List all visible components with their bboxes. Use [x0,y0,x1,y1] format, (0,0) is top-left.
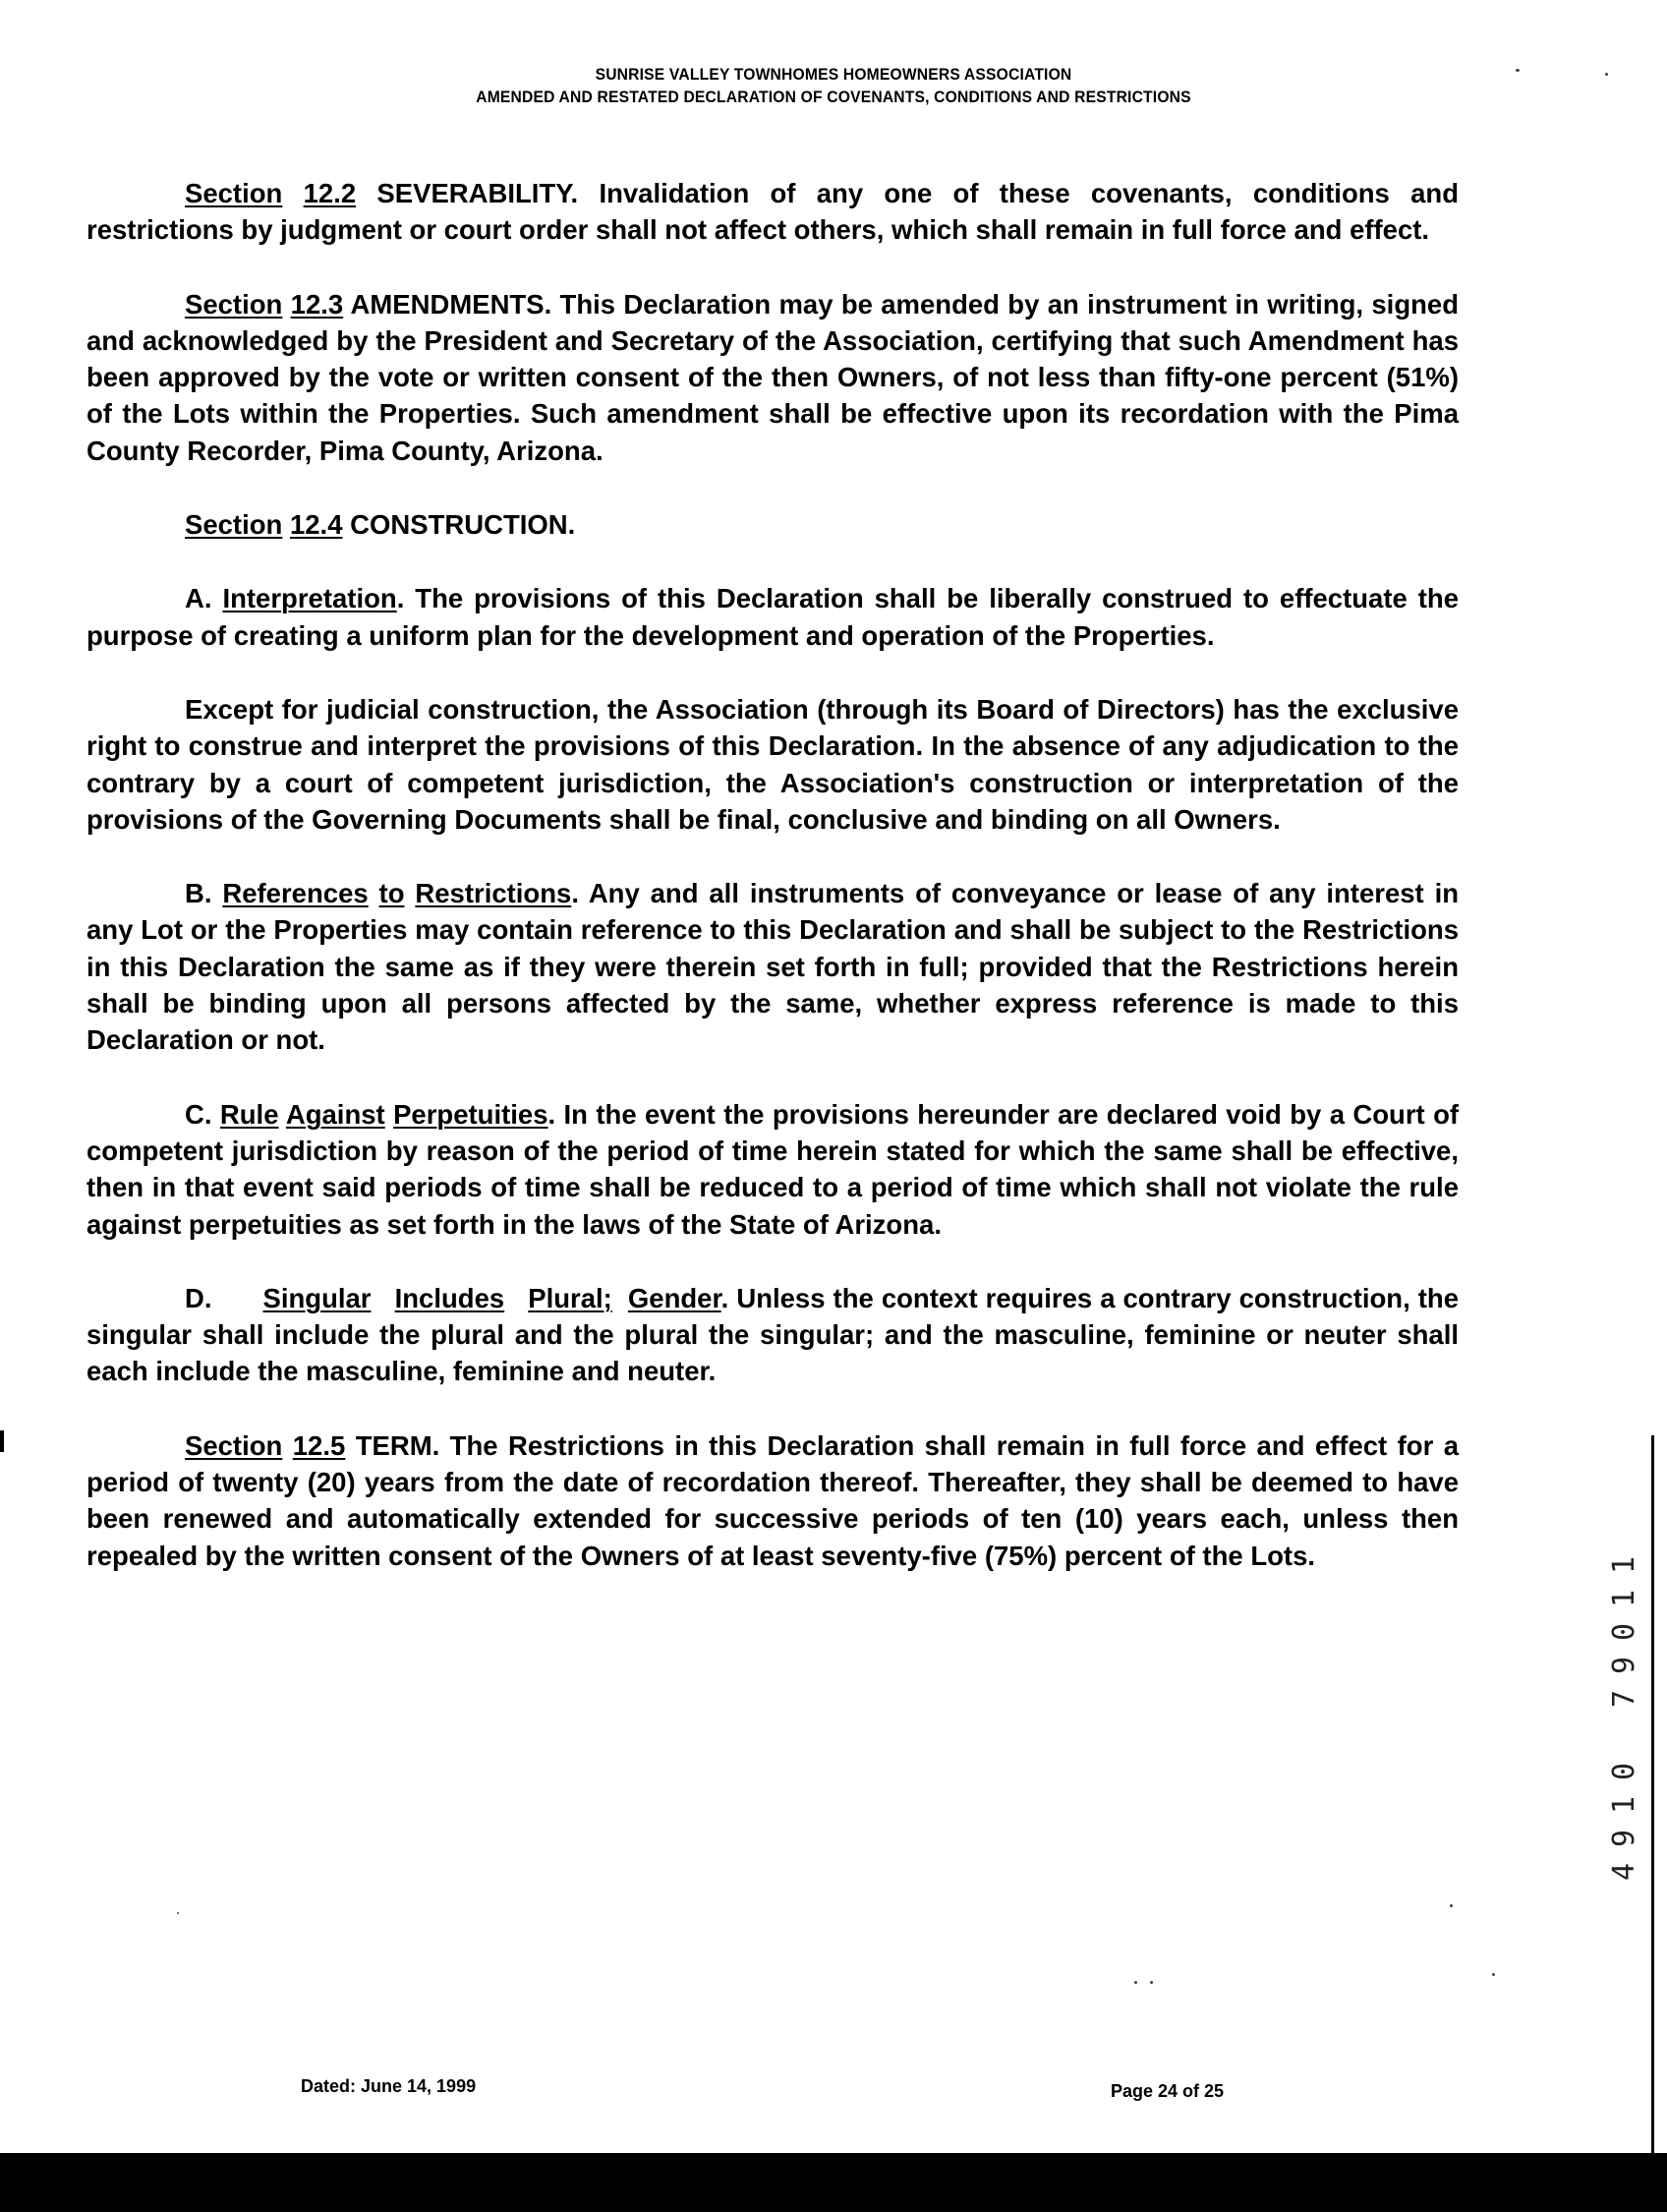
scan-speck [1516,69,1520,72]
subsection-letter: B. [185,878,223,909]
subsection-letter: D. [185,1282,212,1313]
stamp-digit: 9 [1607,1829,1641,1848]
stamp-digit: 1 [1607,1589,1641,1608]
scan-speck [1605,73,1608,76]
subsection-b-references [86,875,1459,1058]
scan-edge-line [1651,1435,1654,2153]
section-label: Section [185,509,283,541]
subsection-c-perpetuities [86,1096,1459,1243]
subsection-text: . In the event the provisions hereunder are declared void by a Court of competent jurisdiction by reason of the period of time herein stated for which the same shall be effective, then in that event said periods of time shall be reduced to a period of time which shall not violate the rule against perpetuities as set forth in the laws of the State of Arizona. [86,1098,1460,1240]
scan-speck [1150,1981,1153,1984]
section-12-4-construction [86,506,1459,543]
header-document-title: AMENDED AND RESTATED DECLARATION OF COVENANTS, CONDITIONS AND RESTRICTIONS [476,87,1191,106]
stamp-digit: 0 [1607,1762,1641,1781]
subsection-letter: C. [185,1098,220,1130]
stamp-digit: 1 [1607,1795,1641,1815]
section-number: 12.2 [303,178,357,208]
heading-word: Plural; [528,1282,612,1313]
paragraph-judicial-construction: Except for judicial construction, the Association (through its Board of Directors) has the exclusive right to construe and interpret the provisions of this Declaration. In the absence of any adjudication to the contrary by a court of competent jurisdiction, the Association's construction or interpretation of the provisions of the Governing Documents shall be final, conclusive and binding on all Owners. [86,693,1459,835]
stamp-digit: 7 [1607,1689,1641,1709]
document-header [67,63,1600,108]
heading-word: to [378,878,405,909]
recording-stamp-lower [1607,1755,1641,1889]
scan-speck [177,1912,179,1914]
subsection-letter: A. [185,583,223,614]
document-body [86,175,1459,1611]
subsection-text: . Unless the context requires a contrary construction, the singular shall include the plural and the plural the singular; and the masculine, feminine or neuter shall each include the masculine, feminine and neuter. [86,1282,1460,1387]
section-12-3-amendments [86,286,1459,469]
subsection-text: . Any and all instruments of conveyance or lease of any interest in any Lot or the Properties may contain reference to this Declaration and shall be subject to the Restrictions in this Declaration the same as if they were therein set forth in full; provided that the Restrictions herein shall be binding upon all persons affected by the same, whether express reference is made to this Declaration or not. [86,878,1460,1056]
stamp-digit: 4 [1607,1862,1641,1882]
heading-word: Against [285,1098,385,1130]
section-number: 12.5 [292,1429,346,1461]
heading-word: Gender [627,1282,721,1313]
stamp-digit: 1 [1607,1555,1641,1575]
section-label: Section [185,178,283,208]
scan-bottom-band [0,2153,1667,2212]
heading-word: Perpetuities [393,1098,548,1130]
stamp-digit: 0 [1607,1622,1641,1642]
section-text: AMENDMENTS. This Declaration may be amended by an instrument in writing, signed and acknowledged by the President and Secretary of the Association, certifying that such Amendment has been approved by the vote or written consent of the then Owners, of not less than fifty-one percent (51%) of the Lots within the Properties. Such amendment shall be effective upon its recordation with the Pima County Recorder, Pima County, Arizona. [86,288,1460,466]
heading-word: Includes [394,1282,505,1313]
section-12-5-term [86,1427,1459,1574]
heading-word: References [222,878,369,909]
section-text: CONSTRUCTION. [342,509,576,541]
subsection-d-singular-plural [86,1280,1459,1390]
heading-word: Singular [262,1282,372,1313]
heading-word: Restrictions [415,878,572,909]
scan-speck [1450,1904,1453,1907]
section-label: Section [185,288,283,320]
scan-speck [1492,1973,1495,1976]
heading-word: Rule [219,1098,279,1130]
subsection-heading: Interpretation [222,583,397,614]
subsection-a-interpretation [86,580,1459,654]
subsection-text: . The provisions of this Declaration shall be liberally construed to effectuate the purpose of creating a uniform plan for the development and operation of the Properties. [86,583,1460,651]
section-label: Section [185,1429,283,1461]
section-12-2-severability [86,175,1459,249]
scan-edge-mark [0,1430,4,1452]
section-text: SEVERABILITY. Invalidation of any one of these covenants, conditions and restrictions by judgment or court order shall not affect others, which shall remain in full force and effect. [86,178,1460,246]
footer-dated: Dated: June 14, 1999 [301,2076,477,2096]
header-association-name: SUNRISE VALLEY TOWNHOMES HOMEOWNERS ASSOCIATION [595,65,1072,84]
scan-speck [1134,1981,1137,1984]
section-text: TERM. The Restrictions in this Declaration shall remain in full force and effect for a period of twenty (20) years from the date of recordation thereof. Thereafter, they shall be deemed to have been renewed and automatically extended for successive periods of ten (10) years each, unless then repealed by the written consent of the Owners of at least seventy-five (75%) percent of the Lots. [86,1429,1459,1571]
stamp-digit: 9 [1607,1656,1641,1675]
section-number: 12.4 [289,509,343,541]
section-number: 12.3 [290,288,344,320]
recording-stamp-upper [1607,1548,1641,1716]
footer-page-number: Page 24 of 25 [1111,2081,1225,2101]
